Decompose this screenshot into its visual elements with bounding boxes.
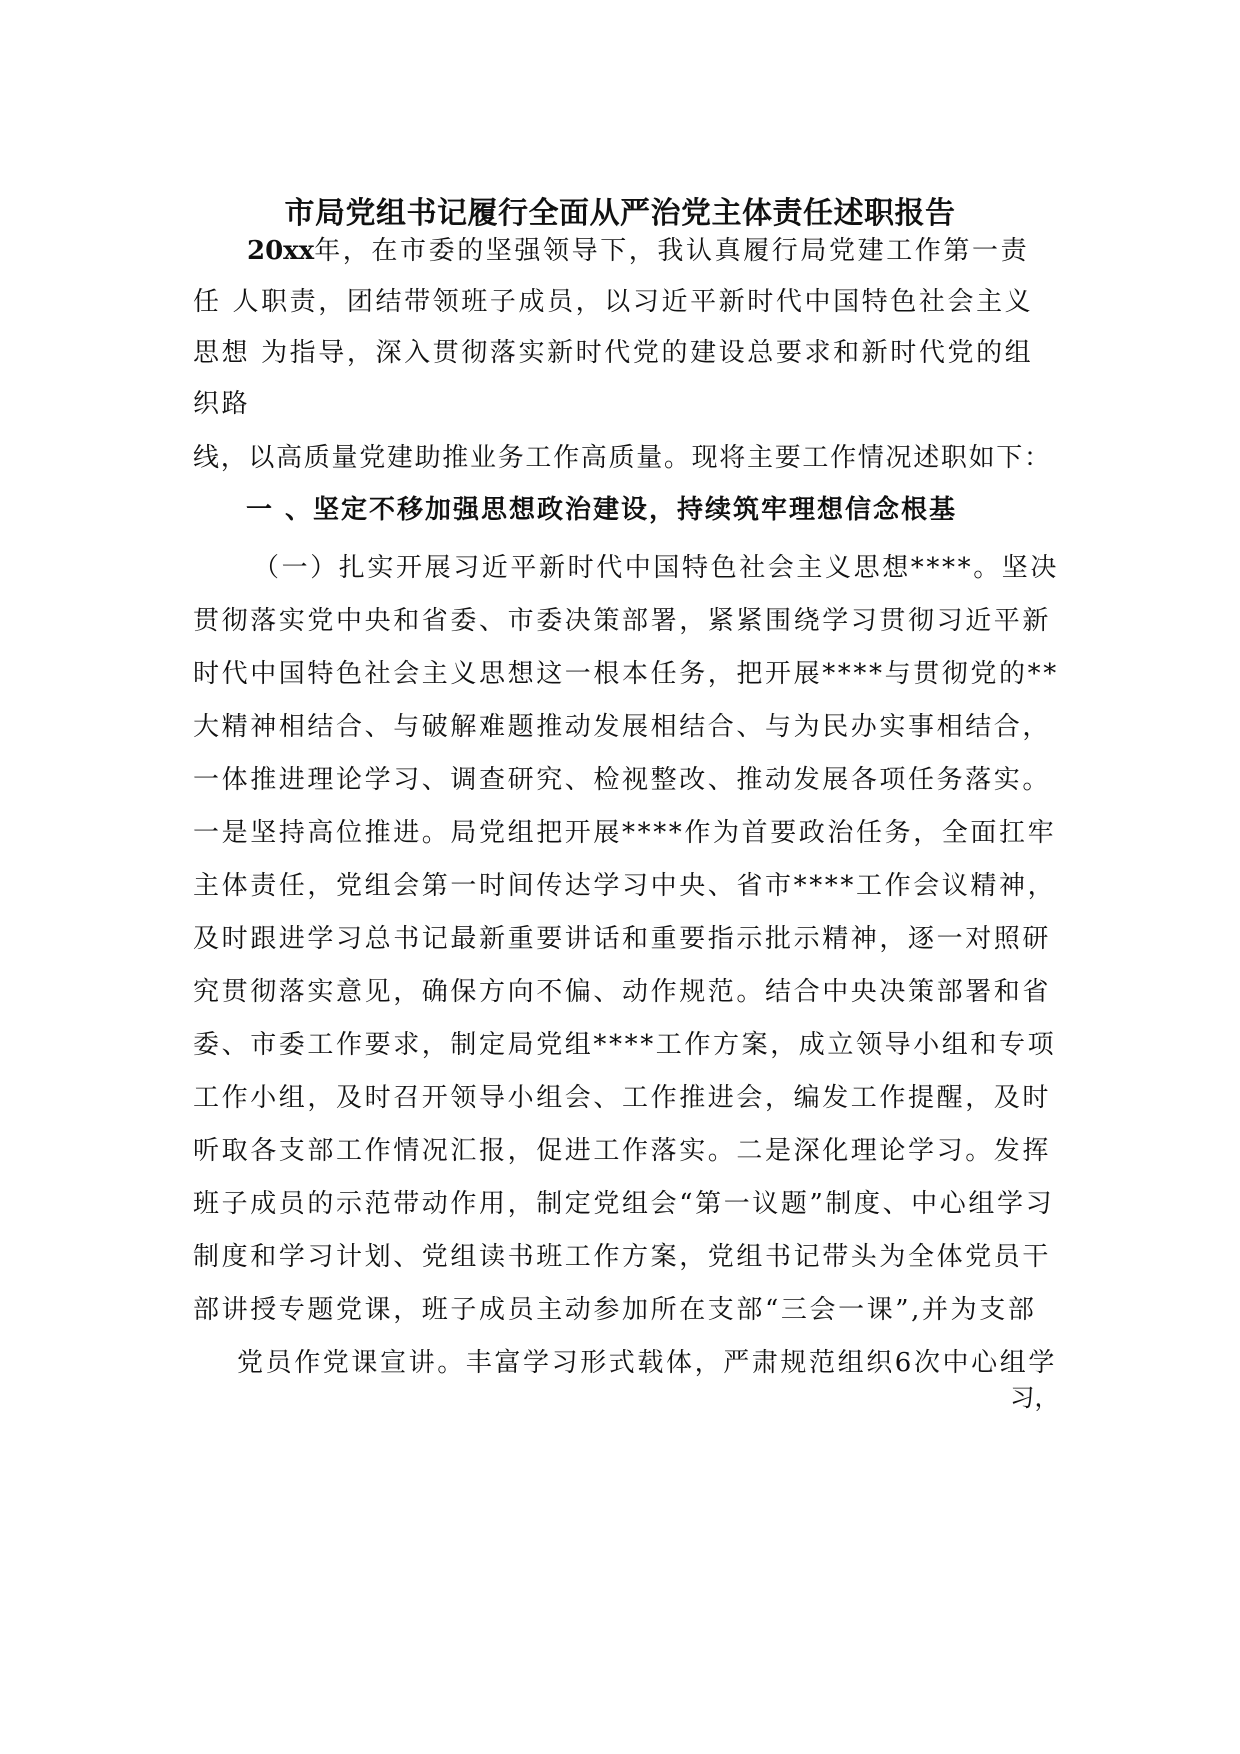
section-1-line-2: 贯彻落实党中央和省委、市委决策部署，紧紧围绕学习贯彻习近平新 [193,606,1052,636]
intro-line-4: 织路 [193,389,251,419]
section-1-line-5: 一体推进理论学习、调查研究、检视整改、推动发展各项任务落实。 [193,765,1052,795]
section-1-line-12: 听取各支部工作情况汇报，促进工作落实。二是深化理论学习。发挥 [193,1136,1052,1166]
section-1-heading: 一 、坚定不移加强思想政治建设，持续筑牢理想信念根基 [246,495,958,525]
section-1-line-9: 究贯彻落实意见，确保方向不偏、动作规范。结合中央决策部署和省 [193,977,1052,1007]
section-1-line-1: （一）扎实开展习近平新时代中国特色社会主义思想****。坚决 [253,553,1060,583]
section-1-line-11: 工作小组，及时召开领导小组会、工作推进会，编发工作提醒，及时 [193,1083,1052,1113]
section-1-line-10: 委、市委工作要求，制定局党组****工作方案，成立领导小组和专项 [193,1030,1057,1060]
intro-line-2: 任 人职责，团结带领班子成员，以习近平新时代中国特色社会主义 [193,287,1034,317]
intro-line-1 [247,234,1029,268]
intro-year: 20xx [247,236,315,266]
section-1-line-15: 部讲授专题党课，班子成员主动参加所在支部“三会一课”,并为支部 [193,1295,1037,1325]
section-1-line-16: 党员作党课宣讲。丰富学习形式载体，严肃规范组织6次中心组学 [237,1348,1057,1378]
section-1-line-13: 班子成员的示范带动作用，制定党组会“第一议题”制度、中心组学习 [193,1189,1055,1219]
section-1-line-7: 主体责任，党组会第一时间传达学习中央、省市****工作会议精神， [193,871,1057,901]
section-1-line-6: 一是坚持高位推进。局党组把开展****作为首要政治任务，全面扛牢 [193,818,1057,848]
intro-line-3: 思想 为指导，深入贯彻落实新时代党的建设总要求和新时代党的组 [193,338,1034,368]
section-1-line-17: 习， [1010,1383,1059,1412]
intro-line-5: 线，以高质量党建助推业务工作高质量。现将主要工作情况述职如下： [193,443,1052,473]
intro-line-1-text: 年，在市委的坚强领导下，我认真履行局党建工作第一责 [314,236,1030,266]
document-title: 市局党组书记履行全面从严治党主体责任述职报告 [284,196,956,231]
section-1-line-8: 及时跟进学习总书记最新重要讲话和重要指示批示精神，逐一对照研 [193,924,1052,954]
section-1-line-3: 时代中国特色社会主义思想这一根本任务，把开展****与贯彻党的** [193,659,1059,689]
section-1-line-14: 制度和学习计划、党组读书班工作方案，党组书记带头为全体党员干 [193,1242,1052,1272]
section-1-line-4: 大精神相结合、与破解难题推动发展相结合、与为民办实事相结合， [193,712,1052,742]
